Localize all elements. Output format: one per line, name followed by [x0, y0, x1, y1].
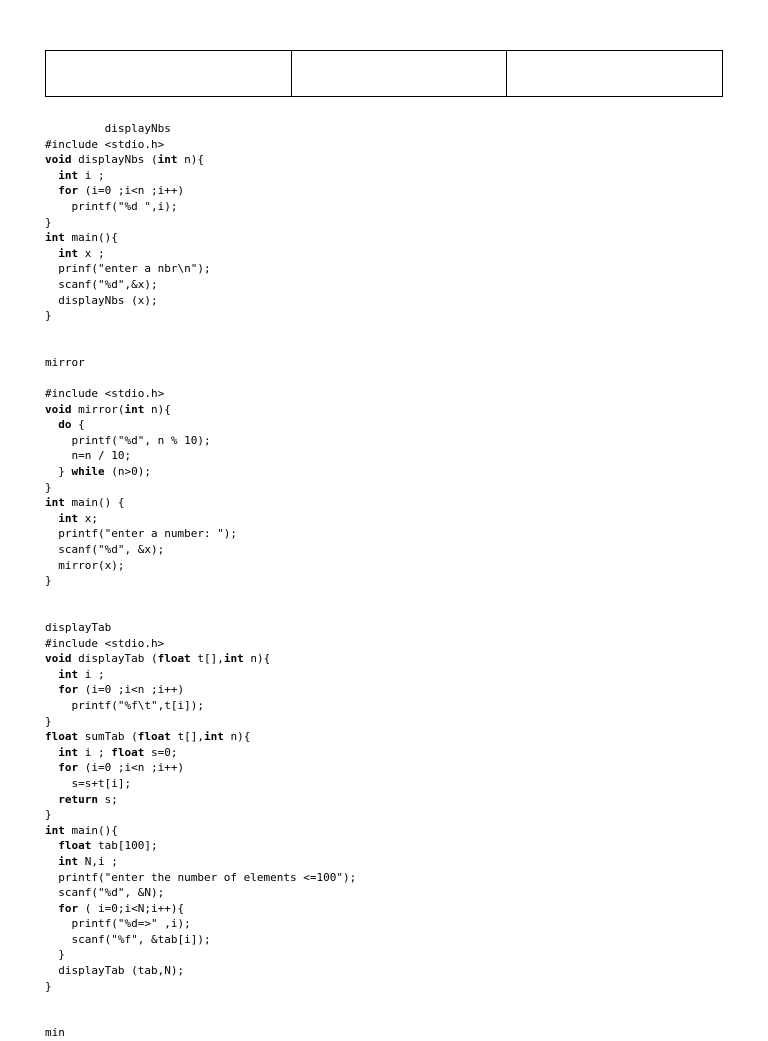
code-line [45, 230, 356, 246]
code-line [45, 293, 356, 309]
code-text: scanf("%f", &tab[i]); [45, 932, 211, 946]
code-line [45, 511, 356, 527]
code-keyword: for [58, 901, 79, 915]
code-text: t[], [190, 652, 224, 666]
code-line [45, 573, 356, 589]
code-line [45, 667, 356, 683]
code-text: } [45, 948, 65, 962]
code-line [45, 402, 356, 418]
code-section-2 [45, 355, 356, 589]
code-text: scanf("%d", &x); [45, 543, 165, 557]
code-keyword: return [58, 792, 98, 806]
code-text: (i=0 ;i<n ;i++) [78, 683, 185, 697]
code-line [45, 183, 356, 199]
code-text: n){ [144, 402, 171, 416]
code-text: printf("%d", n % 10); [45, 433, 211, 447]
code-keyword: int [58, 667, 79, 681]
code-text: } [45, 714, 52, 728]
code-text: } [45, 979, 52, 993]
code-text: main(){ [64, 823, 118, 837]
code-section-1 [45, 121, 356, 324]
code-document [45, 121, 356, 1041]
code-text: n=n / 10; [45, 449, 132, 463]
code-text: (n>0); [104, 465, 151, 479]
code-line [45, 854, 356, 870]
code-keyword: do [58, 418, 72, 432]
code-text [45, 184, 58, 197]
code-text: t[], [170, 730, 204, 744]
code-line [45, 651, 356, 667]
code-text: s=s+t[i]; [45, 776, 132, 790]
code-text: n){ [177, 153, 204, 167]
code-line [45, 480, 356, 496]
code-line [45, 199, 356, 215]
code-line [45, 246, 356, 262]
code-keyword: for [58, 184, 79, 198]
code-keyword: int [157, 153, 178, 167]
code-line [45, 526, 356, 542]
code-line [45, 932, 356, 948]
code-line [45, 386, 356, 402]
code-text: } [45, 215, 52, 229]
code-keyword: void [45, 402, 72, 416]
code-line [45, 714, 356, 730]
code-line [45, 885, 356, 901]
code-keyword: int [58, 168, 79, 182]
code-keyword: void [45, 652, 72, 666]
code-text: main() { [64, 496, 125, 510]
code-line [45, 745, 356, 761]
code-text [45, 902, 58, 915]
code-text: scanf("%d",&x); [45, 277, 158, 291]
code-keyword: int [45, 823, 65, 837]
code-keyword: for [58, 683, 79, 697]
code-text: printf("%d ",i); [45, 199, 178, 213]
section-title: displayTab [45, 621, 112, 634]
code-line [45, 963, 356, 979]
code-text: #include <stdio.h> [45, 636, 165, 650]
code-text [45, 855, 58, 868]
code-line [45, 371, 356, 387]
code-text [45, 793, 58, 806]
code-line [45, 901, 356, 917]
header-table [45, 50, 723, 97]
header-cell-2 [292, 51, 507, 96]
code-keyword: for [58, 761, 79, 775]
code-text [45, 512, 58, 525]
code-text [45, 169, 58, 182]
code-text: printf("enter the number of elements <=100"); [45, 870, 357, 884]
code-keyword: float [137, 730, 171, 744]
code-keyword: float [157, 652, 191, 666]
code-line [45, 760, 356, 776]
code-text: scanf("%d", &N); [45, 886, 165, 900]
code-section-3 [45, 620, 356, 994]
code-line [45, 542, 356, 558]
code-text: (i=0 ;i<n ;i++) [78, 184, 185, 198]
code-line [45, 979, 356, 995]
code-text [45, 839, 58, 852]
code-keyword: float [111, 745, 145, 759]
code-line [45, 807, 356, 823]
section-title: displayNbs [45, 122, 171, 135]
code-text: displayNbs ( [71, 153, 158, 167]
code-line [45, 417, 356, 433]
code-line [45, 137, 356, 153]
code-keyword: int [45, 496, 65, 510]
code-text [45, 247, 58, 260]
code-text: ( i=0;i<N;i++){ [78, 901, 185, 915]
code-text: printf("%f\t",t[i]); [45, 698, 204, 712]
code-line [45, 464, 356, 480]
code-keyword: void [45, 153, 72, 167]
code-line [45, 916, 356, 932]
code-line [45, 215, 356, 231]
code-text: } [45, 574, 52, 588]
code-keyword: int [223, 652, 244, 666]
code-line [45, 277, 356, 293]
code-text: printf("enter a number: "); [45, 527, 238, 541]
code-line [45, 448, 356, 464]
code-line [45, 261, 356, 277]
code-line [45, 636, 356, 652]
code-text [45, 668, 58, 681]
code-line [45, 823, 356, 839]
code-text: printf("%d=>" ,i); [45, 917, 191, 931]
code-text: mirror(x); [45, 558, 125, 572]
code-line [45, 947, 356, 963]
code-keyword: int [45, 231, 65, 245]
code-text: n){ [223, 730, 251, 744]
code-text: } [45, 480, 52, 494]
code-text: displayTab ( [71, 652, 158, 666]
code-text: n){ [243, 652, 271, 666]
header-cell-3 [507, 51, 722, 96]
code-text: i ; [78, 168, 105, 182]
code-text [45, 418, 58, 431]
code-text: N,i ; [78, 854, 118, 868]
code-keyword: int [58, 246, 79, 260]
code-keyword: while [71, 465, 105, 479]
code-line [45, 776, 356, 792]
section-title: mirror [45, 355, 85, 369]
code-text: #include <stdio.h> [45, 137, 165, 151]
code-text: sumTab ( [78, 730, 138, 744]
code-keyword: int [124, 402, 145, 416]
code-text: s; [98, 792, 118, 806]
code-keyword: int [58, 854, 79, 868]
code-line [45, 168, 356, 184]
code-text [45, 746, 58, 759]
code-text [45, 683, 58, 696]
code-line [45, 308, 356, 324]
code-line [45, 682, 356, 698]
section-title: min [45, 1026, 65, 1040]
code-keyword: int [58, 745, 79, 759]
code-line [45, 558, 356, 574]
code-text: mirror( [71, 402, 125, 416]
code-text: prinf("enter a nbr\n"); [45, 262, 211, 276]
code-text: (i=0 ;i<n ;i++) [78, 761, 185, 775]
code-text: tab[100]; [91, 839, 158, 853]
code-line [45, 495, 356, 511]
code-text: main(){ [64, 231, 118, 245]
code-keyword: float [45, 730, 79, 744]
code-text: #include <stdio.h> [45, 387, 165, 401]
code-text: i ; [78, 667, 105, 681]
code-text: } [45, 465, 72, 479]
code-line [45, 729, 356, 745]
code-keyword: float [58, 839, 92, 853]
code-section-4 [45, 1025, 356, 1041]
code-text: s=0; [144, 745, 178, 759]
code-line [45, 152, 356, 168]
code-text: { [71, 418, 85, 432]
code-text [45, 761, 58, 774]
code-keyword: int [203, 730, 224, 744]
code-text: i ; [78, 745, 112, 759]
code-line [45, 698, 356, 714]
code-line [45, 870, 356, 886]
code-text: x ; [78, 246, 105, 260]
code-text: } [45, 808, 52, 822]
code-text: } [45, 309, 52, 323]
code-text: x; [78, 511, 98, 525]
code-line [45, 433, 356, 449]
code-keyword: int [58, 511, 79, 525]
code-line [45, 792, 356, 808]
code-text: displayTab (tab,N); [45, 964, 185, 978]
code-line [45, 838, 356, 854]
header-cell-1 [46, 51, 292, 96]
code-text: displayNbs (x); [45, 293, 158, 307]
